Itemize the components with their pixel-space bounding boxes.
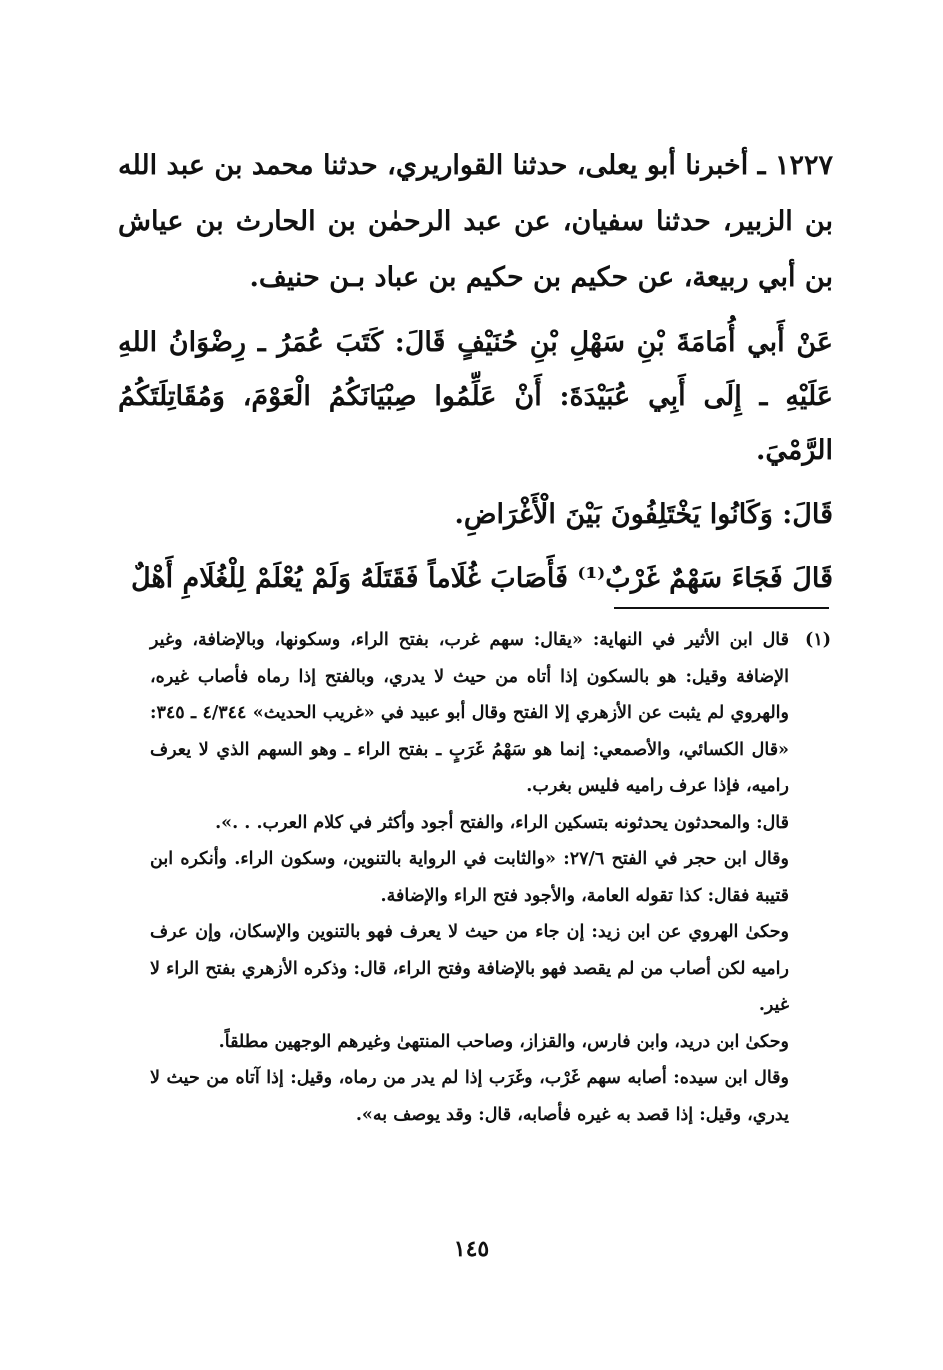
page-number: ١٤٥ — [453, 1236, 490, 1262]
hadith-matn-paragraph-2: قَالَ: وَكَانُوا يَخْتَلِفُونَ بَيْنَ الْأَغْرَاضِ. — [454, 499, 833, 530]
footnote-1-paragraph-2: قال: والمحدثون يحدثونه بتسكين الراء، والفتح أجود وأكثر في كلام العرب. . .». — [215, 812, 789, 833]
footnote-marker: (١) — [805, 630, 831, 650]
hadith-matn-paragraph-3: قَالَ فَجَاءَ سَهْمٌ غَرْبٌ⁽¹⁾ فَأَصَابَ غُلَاماً فَقَتَلَهُ وَلَمْ يُعْلَمْ لِلْغُلَامِ أَهْلٌ — [130, 563, 833, 594]
hadith-matn-paragraph-1: عَنْ أَبي أُمَامَةَ بْنِ سَهْلِ بْنِ حُنَيْفٍ قَالَ: كَتَبَ عُمَرُ ـ رِضْوَانُ اللهِ عَلَيْهِ ـ إِلَى أَبِي عُبَيْدَةَ: أَنْ عَلِّمُوا صِبْيَانَكُمُ الْعَوْمَ، وَمُقَاتِلَتَكُمُ الرَّمْيَ. — [118, 327, 833, 466]
footnote-1-text: قال ابن الأثير في النهاية: «يقال: سهم غرب، بفتح الراء، وسكونها، وبالإضافة، وغير الإضافة وقيل: هو بالسكون إذا أتاه من حيث لا يدري، وبالفتح إذا رماه فأصاب غيره، والهروي لم يثبت عن الأزهري إلا الفتح وقال أبو عبيد في «غريب الحديث» ٤/٣٤٤ ـ ٣٤٥: «قال الكسائي، والأصمعي: إنما هو سَهْمُ غَرَبٍ ـ بفتح الراء ـ وهو السهم الذي لا يعرف راميه، فإذا عرف راميه فليس بغرب. — [150, 630, 789, 796]
footnote-1-paragraph-4: وحكىٰ الهروي عن ابن زيد: إن جاء من حيث لا يعرف فهو بالتنوين والإسكان، وإن عرف راميه لكن أصاب من لم يقصد فهو بالإضافة وفتح الراء، قال: وذكره الأزهري بفتح الراء لا غير. — [150, 922, 789, 1015]
footnotes — [150, 622, 831, 1133]
footnote-separator — [614, 607, 829, 609]
footnote-1 — [150, 622, 831, 805]
footnote-1-paragraph-5: وحكىٰ ابن دريد، وابن فارس، والقزاز، وصاحب المنتهىٰ وغيرهم الوجهين مطلقاً. — [218, 1031, 789, 1052]
footnote-1-paragraph-6: وقال ابن سيده: أصابه سهم غَرْب، وغَرَب إذا لم يدر من رماه، وقيل: إذا آتاه من حيث لا يدري، وقيل: إذا قصد به غيره فأصابه، قال: وقد يوصف به». — [150, 1068, 789, 1125]
footnote-1-paragraph-3: وقال ابن حجر في الفتح ٢٧/٦: «والثابت في الرواية بالتنوين، وسكون الراء. وأنكره ابن قتيبة فقال: كذا تقوله العامة، والأجود فتح الراء والإضافة. — [150, 849, 789, 906]
hadith-body — [118, 138, 833, 606]
hadith-isnad: ١٢٢٧ ـ أخبرنا أبو يعلى، حدثنا القواريري، حدثنا محمد بن عبد الله بن الزبير، حدثنا سفيان، عن عبد الرحمٰن بن الحارث بن عياش بن أبي ربيعة، عن حكيم بن حكيم بن عباد بـن حنيف. — [118, 150, 833, 293]
